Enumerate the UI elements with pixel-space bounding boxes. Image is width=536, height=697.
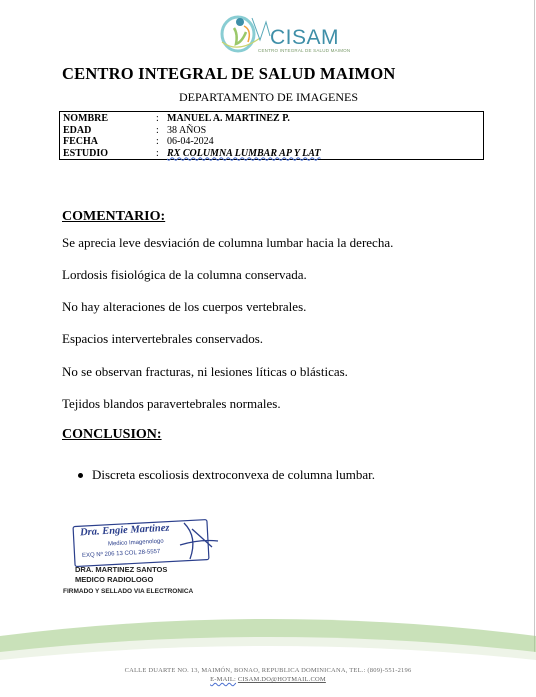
signature-block — [75, 565, 167, 584]
colon: : — [156, 124, 159, 136]
stamp-role: Medico Imagenologo — [107, 538, 164, 548]
conclusion-list — [78, 467, 375, 483]
comment-line: Espacios intervertebrales conservados. — [62, 331, 264, 346]
comment-line: Se aprecia leve desviación de columna lumbar hacia la derecha. — [62, 235, 394, 250]
doctor-stamp — [72, 519, 220, 567]
date-label: FECHA — [63, 136, 98, 147]
footer-email-line — [0, 676, 536, 683]
study-label: ESTUDIO — [63, 147, 109, 159]
info-row-age — [63, 125, 483, 137]
document-title: CENTRO INTEGRAL DE SALUD MAIMON — [62, 64, 396, 83]
stamp-name: Dra. Engie Martinez — [79, 522, 170, 539]
email-address: CISAM.DO@HOTMAIL.COM — [237, 676, 326, 683]
comment-line: No hay alteraciones de los cuerpos vertebrales. — [62, 299, 307, 314]
colon: : — [156, 113, 159, 124]
comment-heading: COMENTARIO: — [62, 209, 166, 224]
email-prefix: E-MAIL: — [210, 676, 237, 683]
colon: : — [156, 147, 159, 159]
stamp-exq: EXQ Nº 206 13 COL 28-5557 — [81, 548, 161, 560]
signature-note: FIRMADO Y SELLADO VIA ELECTRONICA — [63, 588, 194, 595]
cisam-logo — [208, 12, 351, 58]
logo-subtitle: CENTRO INTEGRAL DE SALUD MAIMON — [258, 48, 351, 53]
logo-text: CISAM — [270, 26, 340, 49]
footer-address: CALLE DUARTE NO. 13, MAIMÓN, BONAO, REPUBLICA DOMINICANA, TEL.: (809)-551-2196 — [124, 667, 412, 674]
comment-line: Tejidos blandos paravertebrales normales. — [62, 396, 281, 411]
comment-line: Lordosis fisiológica de la columna conservada. — [62, 267, 307, 282]
age-label: EDAD — [63, 124, 92, 136]
patient-info-box — [59, 111, 484, 160]
footer-wave-graphic — [0, 616, 536, 697]
date-value: 06-04-2024 — [167, 136, 214, 147]
conclusion-heading: CONCLUSION: — [62, 427, 162, 442]
conclusion-item-text: Discreta escoliosis dextroconvexa de columna lumbar. — [92, 467, 376, 482]
name-label: NOMBRE — [63, 113, 108, 124]
study-value: RX COLUMNA LUMBAR AP Y LAT — [167, 147, 321, 159]
doctor-role: MEDICO RADIOLOGO — [75, 574, 154, 584]
bullet-icon — [78, 473, 83, 478]
department-title: DEPARTAMENTO DE IMAGENES — [179, 90, 358, 104]
doctor-name: DRA. MARTINEZ SANTOS — [75, 565, 168, 574]
age-value: 38 AÑOS — [167, 124, 207, 136]
colon: : — [156, 136, 159, 147]
info-row-study — [63, 148, 483, 160]
info-row-name — [63, 113, 483, 125]
info-row-date — [63, 136, 483, 148]
comment-line: No se observan fracturas, ni lesiones líticas o blásticas. — [62, 364, 348, 379]
list-item — [78, 467, 375, 483]
name-value: MANUEL A. MARTINEZ P. — [167, 113, 290, 124]
